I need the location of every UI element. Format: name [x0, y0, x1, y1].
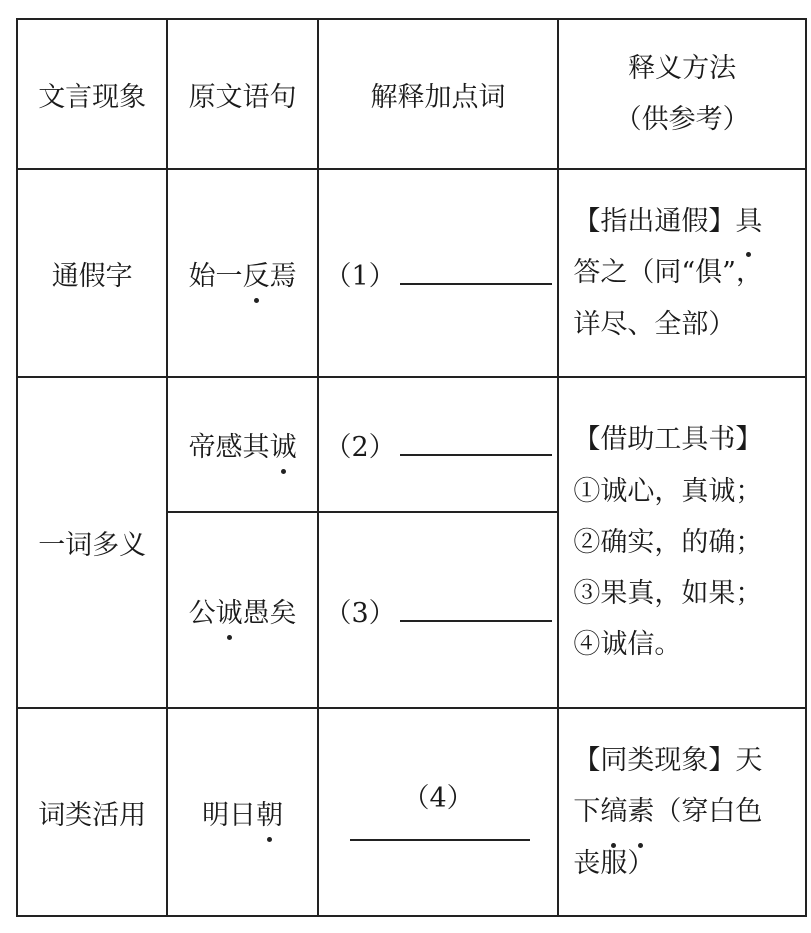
sentence-text: 焉 [269, 260, 297, 292]
method-line: 丧服） [573, 847, 655, 879]
method-text: 【指出通假】 [573, 206, 736, 238]
phenomenon-cell: 一词多义 [17, 377, 167, 708]
answer-blank[interactable] [400, 259, 552, 285]
method-item: ③果真，如果； [573, 578, 763, 610]
sentence-cell [167, 512, 317, 708]
answer-cell [318, 377, 559, 512]
sentence-text: 始一 [188, 260, 243, 292]
header-sentence: 原文语句 [167, 19, 317, 169]
method-item: ④诚信。 [573, 629, 682, 661]
method-cell [558, 708, 806, 916]
dotted-word: 素 [627, 786, 654, 837]
sentence-text: 公 [188, 597, 216, 629]
dotted-word: 反 [243, 254, 270, 293]
sentence-text: 帝感其 [188, 432, 270, 463]
header-phenomenon: 文言现象 [17, 19, 167, 169]
phenomenon-cell: 词类活用 [17, 708, 167, 916]
method-line: 答之（同“俱”， [573, 257, 763, 289]
sentence-text: 明日 [202, 799, 257, 831]
method-line: 【同类现象】天 [573, 745, 763, 777]
method-item: ①诚心，真诚； [573, 475, 763, 507]
blank-number: （4） [402, 783, 474, 814]
sentence-cell [167, 708, 317, 916]
answer-cell [318, 512, 559, 708]
header-method [558, 19, 806, 169]
method-text: 下 [573, 796, 601, 828]
method-line: 详尽、全部） [573, 308, 736, 340]
dotted-word: 具 [735, 196, 762, 247]
method-line: 【借助工具书】 [573, 424, 763, 456]
dotted-word: 缟 [600, 786, 627, 837]
dotted-word: 诚 [270, 425, 297, 464]
method-cell [558, 377, 806, 708]
blank-number: （1） [324, 260, 396, 292]
answer-cell [318, 708, 559, 916]
answer-blank[interactable] [400, 596, 552, 622]
blank-number: （2） [324, 432, 396, 463]
sentence-cell [167, 169, 317, 377]
method-line [573, 786, 795, 837]
table-row [17, 708, 806, 916]
header-row [17, 19, 806, 169]
vocabulary-table [16, 18, 807, 917]
method-line [573, 196, 795, 247]
dotted-word: 诚 [216, 591, 243, 630]
sentence-cell [167, 377, 317, 512]
table-row [17, 377, 806, 512]
method-item: ②确实，的确； [573, 526, 763, 558]
sentence-text: 愚矣 [242, 597, 297, 629]
answer-blank[interactable] [400, 430, 552, 456]
table-row [17, 169, 806, 377]
dotted-word: 朝 [256, 793, 283, 832]
method-cell [558, 169, 806, 377]
header-explain: 解释加点词 [318, 19, 559, 169]
answer-cell [318, 169, 559, 377]
phenomenon-cell: 通假字 [17, 169, 167, 377]
method-text: （穿白色 [654, 796, 763, 828]
blank-number: （3） [324, 597, 396, 629]
header-method-note: （供参考） [614, 104, 750, 135]
header-method-title: 释义方法 [628, 52, 737, 84]
answer-blank[interactable] [350, 815, 530, 841]
